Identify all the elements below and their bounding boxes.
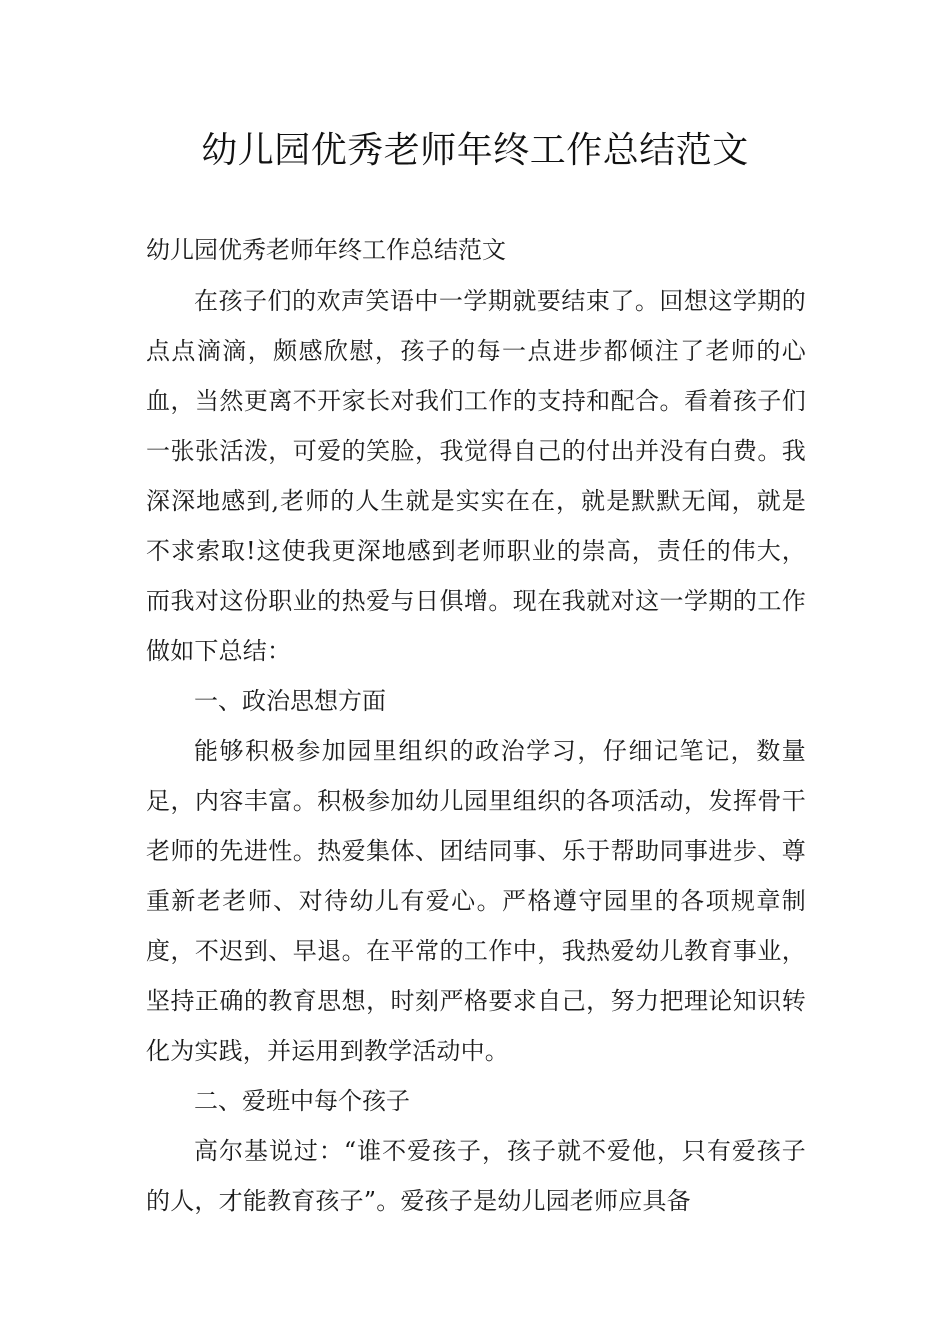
document-body (146, 276, 806, 1226)
paragraph-political: 能够积极参加园里组织的政治学习，仔细记笔记，数量足，内容丰富。积极参加幼儿园里组织的各项活动，发挥骨干老师的先进性。热爱集体、团结同事、乐于帮助同事进步、尊重新老老师、对待幼儿有爱心。严格遵守园里的各项规章制度，不迟到、早退。在平常的工作中，我热爱幼儿教育事业，坚持正确的教育思想，时刻严格要求自己，努力把理论知识转化为实践，并运用到教学活动中。 (146, 737, 806, 1065)
paragraph-love-children: 高尔基说过：“谁不爱孩子，孩子就不爱他，只有爱孩子的人，才能教育孩子”。爱孩子是幼儿园老师应具备 (146, 1137, 806, 1215)
section-heading-political: 一、政治思想方面 (194, 687, 386, 715)
document-subtitle: 幼儿园优秀老师年终工作总结范文 (146, 236, 506, 264)
document-title: 幼儿园优秀老师年终工作总结范文 (201, 130, 749, 171)
paragraph-intro: 在孩子们的欢声笑语中一学期就要结束了。回想这学期的点点滴滴，颇感欣慰，孩子的每一点进步都倾注了老师的心血，当然更离不开家长对我们工作的支持和配合。看着孩子们一张张活泼，可爱的笑脸，我觉得自己的付出并没有白费。我深深地感到,老师的人生就是实实在在，就是默默无闻，就是不求索取!这使我更深地感到老师职业的崇高，责任的伟大，而我对这份职业的热爱与日俱增。现在我就对这一学期的工作做如下总结： (146, 287, 806, 665)
section-heading-love-children: 二、爱班中每个孩子 (194, 1087, 410, 1115)
